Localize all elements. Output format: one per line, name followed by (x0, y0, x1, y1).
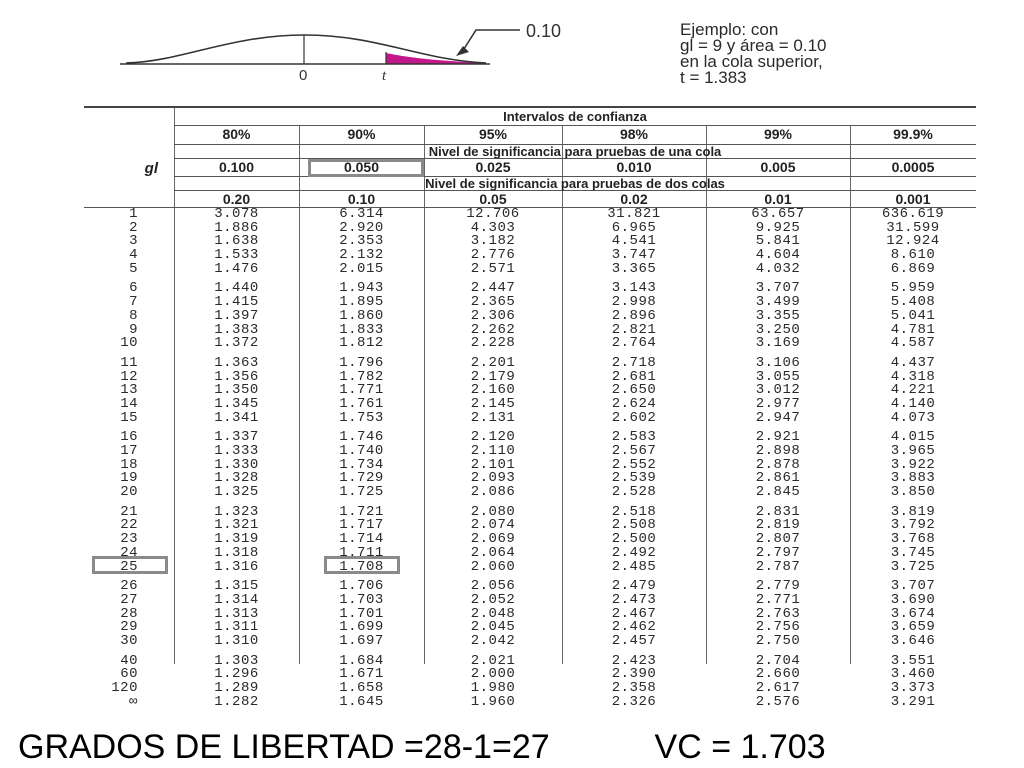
t-value-cell: 1.341 (214, 409, 259, 426)
t-value-cell: 3.707 (890, 578, 936, 595)
t-value-cell: 3.182 (470, 233, 516, 250)
t-value-cell: 2.145 (470, 395, 516, 412)
t-value-cell: 1.328 (214, 470, 259, 487)
two-tail-level-cell: 0.01 (764, 191, 792, 207)
t-value-cell: 2.797 (755, 544, 801, 561)
t-value-cell: 2.101 (470, 456, 516, 473)
t-value-cell: 2.763 (755, 605, 801, 622)
value-column (706, 208, 850, 709)
t-value-cell: 1.761 (339, 395, 384, 412)
t-value-cell: 2.160 (470, 382, 516, 399)
gl-cell: 5 (129, 260, 138, 277)
t-value-cell: 2.201 (470, 354, 516, 371)
one-tail-level-cell: 0.025 (475, 159, 511, 175)
t-value-cell: 2.080 (470, 503, 516, 520)
gl-cell: 2 (129, 219, 138, 236)
t-curve (120, 21, 561, 84)
t-value-cell: 1.729 (339, 470, 384, 487)
gl-cell: 12 (120, 368, 138, 385)
t-value-cell: 1.658 (339, 680, 384, 696)
t-value-cell: 4.140 (890, 395, 936, 412)
t-value-cell: 3.922 (890, 456, 936, 473)
t-value-cell: 1.289 (214, 680, 259, 696)
confidence-level-cell: 98% (619, 126, 649, 142)
t-value-cell: 1.372 (214, 335, 259, 352)
gl-cell: 9 (129, 321, 138, 338)
t-value-cell: 3.725 (890, 558, 936, 575)
gl-cell: 29 (120, 619, 138, 636)
t-value-cell: 2.131 (470, 409, 516, 426)
value-column (562, 208, 706, 709)
confidence-level-cell: 95% (478, 126, 508, 142)
t-value-cell: 3.965 (890, 443, 936, 459)
t-value-cell: 3.659 (890, 619, 936, 636)
t-value-cell: 2.571 (470, 260, 516, 277)
t-value-cell: 4.587 (890, 335, 936, 352)
t-value-cell: 2.326 (611, 693, 657, 710)
t-value-cell: 8.610 (890, 247, 936, 264)
t-value-cell: 4.781 (890, 321, 936, 338)
example-line: gl = 9 y área = 0.10 (680, 36, 827, 55)
one-tail-level-cell: 0.010 (616, 159, 652, 175)
zero-label: 0 (299, 67, 308, 84)
gl-cell: 15 (120, 409, 138, 426)
gl-cell: 10 (120, 335, 138, 352)
t-value-cell: 12.706 (466, 206, 520, 222)
t-value-cell: 2.110 (470, 443, 516, 459)
density-curve (126, 35, 486, 63)
t-value-cell: 2.064 (470, 544, 516, 561)
t-value-cell: 1.714 (339, 531, 384, 548)
example-line: t = 1.383 (680, 68, 747, 87)
pointer-arrow (462, 30, 520, 52)
t-value-cell: 2.262 (470, 321, 516, 338)
t-value-cell: 1.671 (339, 666, 384, 683)
t-value-cell: 1.321 (214, 517, 259, 534)
t-value-cell: 1.337 (214, 429, 259, 446)
t-value-cell: 1.734 (339, 456, 384, 473)
t-value-cell: 2.583 (611, 429, 657, 446)
t-value-cell: 1.833 (339, 321, 384, 338)
t-value-cell: 4.437 (890, 354, 936, 371)
t-value-cell: 2.228 (470, 335, 516, 352)
t-value-cell: 2.771 (755, 591, 801, 608)
t-value-cell: 31.599 (886, 219, 940, 236)
t-value-cell: 1.476 (214, 260, 259, 277)
t-value-cell: 2.921 (755, 429, 801, 446)
two-tail-level-cell: 0.001 (895, 191, 931, 207)
gl-cell: 22 (120, 517, 138, 534)
t-value-cell: 1.330 (214, 456, 259, 473)
t-value-cell: 1.711 (339, 544, 384, 561)
t-value-cell: 6.965 (611, 219, 657, 236)
t-value-cell: 1.363 (214, 354, 259, 371)
t-value-cell: 2.015 (339, 260, 384, 277)
gl-header: gl (144, 160, 158, 177)
t-value-cell: 1.356 (214, 368, 259, 385)
t-value-cell: 5.041 (890, 307, 936, 324)
t-distribution-table (84, 106, 976, 710)
t-value-cell: 1.782 (339, 368, 384, 385)
t-value-cell: 2.779 (755, 578, 801, 595)
t-value-cell: 3.747 (611, 247, 657, 264)
gl-cell: 21 (120, 503, 138, 520)
t-value-cell: 4.604 (755, 247, 801, 264)
t-value-cell: 2.132 (339, 247, 384, 264)
gl-cell: 30 (120, 632, 138, 649)
gl-cell: 28 (120, 605, 138, 622)
t-value-cell: 2.602 (611, 409, 657, 426)
t-value-cell: 4.303 (470, 219, 516, 236)
selected-value-box (324, 556, 400, 574)
t-value-cell: 2.660 (755, 666, 801, 683)
two-tail-level-cell: 0.05 (479, 191, 507, 207)
example-line: Ejemplo: con (680, 20, 779, 39)
t-value-cell: 3.291 (890, 693, 936, 710)
t-value-cell: 2.819 (755, 517, 801, 534)
t-value-cell: 1.383 (214, 321, 259, 338)
t-value-cell: 2.861 (755, 470, 801, 487)
gl-cell: 26 (120, 578, 138, 595)
one-tail-title: Nivel de significancia para pruebas de una cola (428, 144, 722, 159)
t-value-cell: 1.960 (470, 693, 516, 710)
two-tail-title: Nivel de significancia para pruebas de dos colas (425, 176, 725, 191)
t-value-cell: 2.977 (755, 395, 801, 412)
t-value-cell: 2.447 (470, 280, 516, 297)
t-value-cell: 6.314 (339, 206, 384, 222)
t-value-cell: 1.313 (214, 605, 259, 622)
t-label: t (382, 68, 387, 84)
t-value-cell: 2.617 (755, 680, 801, 696)
t-value-cell: 2.042 (470, 632, 516, 649)
t-value-cell: 12.924 (886, 233, 940, 250)
t-value-cell: 2.485 (611, 558, 657, 575)
t-value-cell: 1.717 (339, 517, 384, 534)
t-value-cell: 3.169 (755, 335, 801, 352)
t-value-cell: 3.745 (890, 544, 936, 561)
t-value-cell: 1.860 (339, 307, 384, 324)
t-value-cell: 3.143 (611, 280, 657, 297)
gl-cell: 18 (120, 456, 138, 473)
gl-column (84, 208, 142, 709)
t-value-cell: 1.753 (339, 409, 384, 426)
t-value-cell: 2.423 (611, 652, 657, 669)
t-value-cell: 2.353 (339, 233, 384, 250)
t-value-cell: 2.462 (611, 619, 657, 636)
degrees-of-freedom-text: GRADOS DE LIBERTAD =28-1=27 (18, 728, 550, 766)
two-tail-level-cell: 0.10 (347, 191, 376, 207)
t-value-cell: 2.845 (755, 484, 801, 501)
t-value-cell: 2.120 (470, 429, 516, 446)
t-value-cell: 3.250 (755, 321, 801, 338)
t-value-cell: 2.552 (611, 456, 657, 473)
t-value-cell: 1.746 (339, 429, 384, 446)
t-value-cell: 1.333 (214, 443, 259, 459)
gl-cell: 16 (120, 429, 138, 446)
value-column (424, 208, 562, 709)
t-value-cell: 2.776 (470, 247, 516, 264)
pointer-arrowhead (456, 46, 469, 56)
t-value-cell: 2.457 (611, 632, 657, 649)
t-value-cell: 4.221 (890, 382, 936, 399)
gl-cell: 7 (129, 294, 138, 311)
t-value-cell: 1.684 (339, 652, 384, 669)
selected-one-tail-box (308, 159, 424, 177)
t-value-cell: 2.821 (611, 321, 657, 338)
one-tail-level-cell: 0.0005 (891, 159, 935, 175)
t-value-cell: 3.850 (890, 484, 936, 501)
t-value-cell: 1.533 (214, 247, 259, 264)
t-value-cell: 5.959 (890, 280, 936, 297)
gl-cell: 27 (120, 591, 138, 608)
t-value-cell: 2.467 (611, 605, 657, 622)
t-value-cell: 2.528 (611, 484, 657, 501)
t-value-cell: 1.397 (214, 307, 259, 324)
t-value-cell: 9.925 (755, 219, 801, 236)
t-value-cell: 2.718 (611, 354, 657, 371)
t-value-cell: 1.943 (339, 280, 384, 297)
two-tail-level-cell: 0.20 (222, 191, 251, 207)
one-tail-level-cell: 0.005 (760, 159, 796, 175)
t-value-cell: 3.012 (755, 382, 801, 399)
t-value-cell: 2.069 (470, 531, 516, 548)
t-value-cell: 1.318 (214, 544, 259, 561)
gl-cell: 24 (120, 544, 138, 561)
one-tail-level-cell: 0.050 (343, 159, 380, 175)
t-value-cell: 1.796 (339, 354, 384, 371)
t-value-cell: 2.756 (755, 619, 801, 636)
t-value-cell: 1.771 (339, 382, 384, 399)
critical-value-text: VC = 1.703 (654, 728, 826, 766)
t-value-cell: 2.473 (611, 591, 657, 608)
t-value-cell: 1.708 (339, 558, 384, 575)
t-value-cell: 1.980 (470, 680, 516, 696)
t-value-cell: 4.015 (890, 429, 936, 446)
t-value-cell: 1.303 (214, 652, 259, 669)
two-tail-level-cell: 0.02 (620, 191, 648, 207)
t-value-cell: 63.657 (751, 206, 805, 222)
value-column (174, 208, 299, 709)
gl-cell: 17 (120, 443, 138, 459)
gl-cell: 13 (120, 382, 138, 399)
t-value-cell: 2.390 (611, 666, 657, 683)
t-value-cell: 3.768 (890, 531, 936, 548)
t-value-cell: 1.886 (214, 219, 259, 236)
t-value-cell: 2.576 (755, 693, 801, 710)
t-value-cell: 2.048 (470, 605, 516, 622)
t-value-cell: 2.764 (611, 335, 657, 352)
gl-cell: ∞ (129, 693, 138, 710)
t-value-cell: 4.318 (890, 368, 936, 385)
t-value-cell: 2.518 (611, 503, 657, 520)
t-value-cell: 2.831 (755, 503, 801, 520)
t-value-cell: 2.021 (470, 652, 516, 669)
t-value-cell: 3.819 (890, 503, 936, 520)
t-value-cell: 3.646 (890, 632, 936, 649)
t-value-cell: 1.725 (339, 484, 384, 501)
t-value-cell: 4.032 (755, 260, 801, 277)
t-value-cell: 2.787 (755, 558, 801, 575)
t-value-cell: 5.841 (755, 233, 801, 250)
t-value-cell: 31.821 (607, 206, 661, 222)
t-value-cell: 636.619 (881, 206, 945, 222)
t-value-cell: 3.792 (890, 517, 936, 534)
example-note (680, 22, 1000, 86)
t-value-cell: 2.878 (755, 456, 801, 473)
t-value-cell: 2.750 (755, 632, 801, 649)
t-value-cell: 2.056 (470, 578, 516, 595)
t-value-cell: 1.325 (214, 484, 259, 501)
t-value-cell: 5.408 (890, 294, 936, 311)
t-value-cell: 2.093 (470, 470, 516, 487)
t-value-cell: 3.707 (755, 280, 801, 297)
t-value-cell: 1.323 (214, 503, 259, 520)
t-value-cell: 2.508 (611, 517, 657, 534)
t-value-cell: 1.812 (339, 335, 384, 352)
t-value-cell: 3.055 (755, 368, 801, 385)
t-value-cell: 1.311 (214, 619, 259, 636)
t-value-cell: 1.645 (339, 693, 384, 710)
gl-cell: 25 (120, 558, 138, 575)
t-value-cell: 2.045 (470, 619, 516, 636)
gl-cell: 20 (120, 484, 138, 501)
t-value-cell: 1.314 (214, 591, 259, 608)
t-value-cell: 3.355 (755, 307, 801, 324)
t-value-cell: 1.699 (339, 619, 384, 636)
t-value-cell: 2.358 (611, 680, 657, 696)
t-value-cell: 2.306 (470, 307, 516, 324)
confidence-level-cell: 90% (347, 126, 376, 142)
one-tail-level-cell: 0.100 (218, 159, 255, 175)
t-value-cell: 2.681 (611, 368, 657, 385)
t-value-cell: 2.896 (611, 307, 657, 324)
t-value-cell: 2.539 (611, 470, 657, 487)
confidence-level-cell: 99.9% (893, 126, 933, 142)
t-value-cell: 2.479 (611, 578, 657, 595)
t-value-cell: 1.638 (214, 233, 259, 250)
t-value-cell: 2.052 (470, 591, 516, 608)
t-value-cell: 1.721 (339, 503, 384, 520)
t-value-cell: 1.310 (214, 632, 259, 649)
confidence-title: Intervalos de confianza (503, 109, 647, 124)
gl-cell: 40 (120, 652, 138, 669)
value-column (850, 208, 976, 709)
t-value-cell: 1.895 (339, 294, 384, 311)
t-value-cell: 2.807 (755, 531, 801, 548)
t-value-cell: 3.373 (890, 680, 936, 696)
confidence-level-cell: 80% (222, 126, 251, 142)
gl-cell: 3 (129, 233, 138, 250)
example-line: en la cola superior, (680, 52, 823, 71)
t-value-cell: 2.086 (470, 484, 516, 501)
t-value-cell: 2.365 (470, 294, 516, 311)
t-value-cell: 2.074 (470, 517, 516, 534)
t-value-cell: 2.947 (755, 409, 801, 426)
t-value-cell: 2.920 (339, 219, 384, 236)
t-value-cell: 3.106 (755, 354, 801, 371)
t-value-cell: 2.000 (470, 666, 516, 683)
gl-cell: 1 (129, 206, 138, 222)
t-value-cell: 3.460 (890, 666, 936, 683)
t-value-cell: 2.060 (470, 558, 516, 575)
t-value-cell: 4.073 (890, 409, 936, 426)
t-value-cell: 2.624 (611, 395, 657, 412)
t-value-cell: 1.701 (339, 605, 384, 622)
gl-cell: 60 (120, 666, 138, 683)
t-value-cell: 1.740 (339, 443, 384, 459)
t-value-cell: 3.365 (611, 260, 657, 277)
confidence-level-cell: 99% (763, 126, 793, 142)
t-value-cell: 1.296 (214, 666, 259, 683)
t-value-cell: 3.690 (890, 591, 936, 608)
t-value-cell: 1.706 (339, 578, 384, 595)
t-value-cell: 1.350 (214, 382, 259, 399)
t-value-cell: 2.898 (755, 443, 801, 459)
t-value-cell: 1.415 (214, 294, 259, 311)
t-value-cell: 1.315 (214, 578, 259, 595)
t-value-cell: 1.316 (214, 558, 259, 575)
gl-cell: 120 (111, 680, 138, 696)
t-value-cell: 1.440 (214, 280, 259, 297)
t-value-cell: 1.703 (339, 591, 384, 608)
gl-cell: 4 (129, 247, 138, 264)
gl-cell: 23 (120, 531, 138, 548)
t-value-cell: 4.541 (611, 233, 657, 250)
t-value-cell: 2.650 (611, 382, 657, 399)
t-value-cell: 3.499 (755, 294, 801, 311)
gl-cell: 11 (120, 354, 138, 371)
t-value-cell: 2.998 (611, 294, 657, 311)
gl-cell: 14 (120, 395, 138, 412)
t-value-cell: 2.500 (611, 531, 657, 548)
t-value-cell: 1.697 (339, 632, 384, 649)
t-value-cell: 6.869 (890, 260, 936, 277)
t-value-cell: 2.179 (470, 368, 516, 385)
t-value-cell: 2.567 (611, 443, 657, 459)
t-value-cell: 3.674 (890, 605, 936, 622)
t-value-cell: 1.319 (214, 531, 259, 548)
t-value-cell: 1.345 (214, 395, 259, 412)
gl-cell: 6 (129, 280, 138, 297)
t-value-cell: 3.078 (214, 206, 259, 222)
area-label: 0.10 (526, 21, 562, 41)
gl-cell: 8 (129, 307, 138, 324)
gl-cell: 19 (120, 470, 138, 487)
t-value-cell: 1.282 (214, 693, 259, 710)
result-caption (18, 726, 1018, 768)
t-value-cell: 2.704 (755, 652, 801, 669)
t-value-cell: 3.551 (890, 652, 936, 669)
selected-gl-box (92, 556, 168, 574)
value-column (299, 208, 424, 709)
t-value-cell: 3.883 (890, 470, 936, 487)
t-value-cell: 2.492 (611, 544, 657, 561)
